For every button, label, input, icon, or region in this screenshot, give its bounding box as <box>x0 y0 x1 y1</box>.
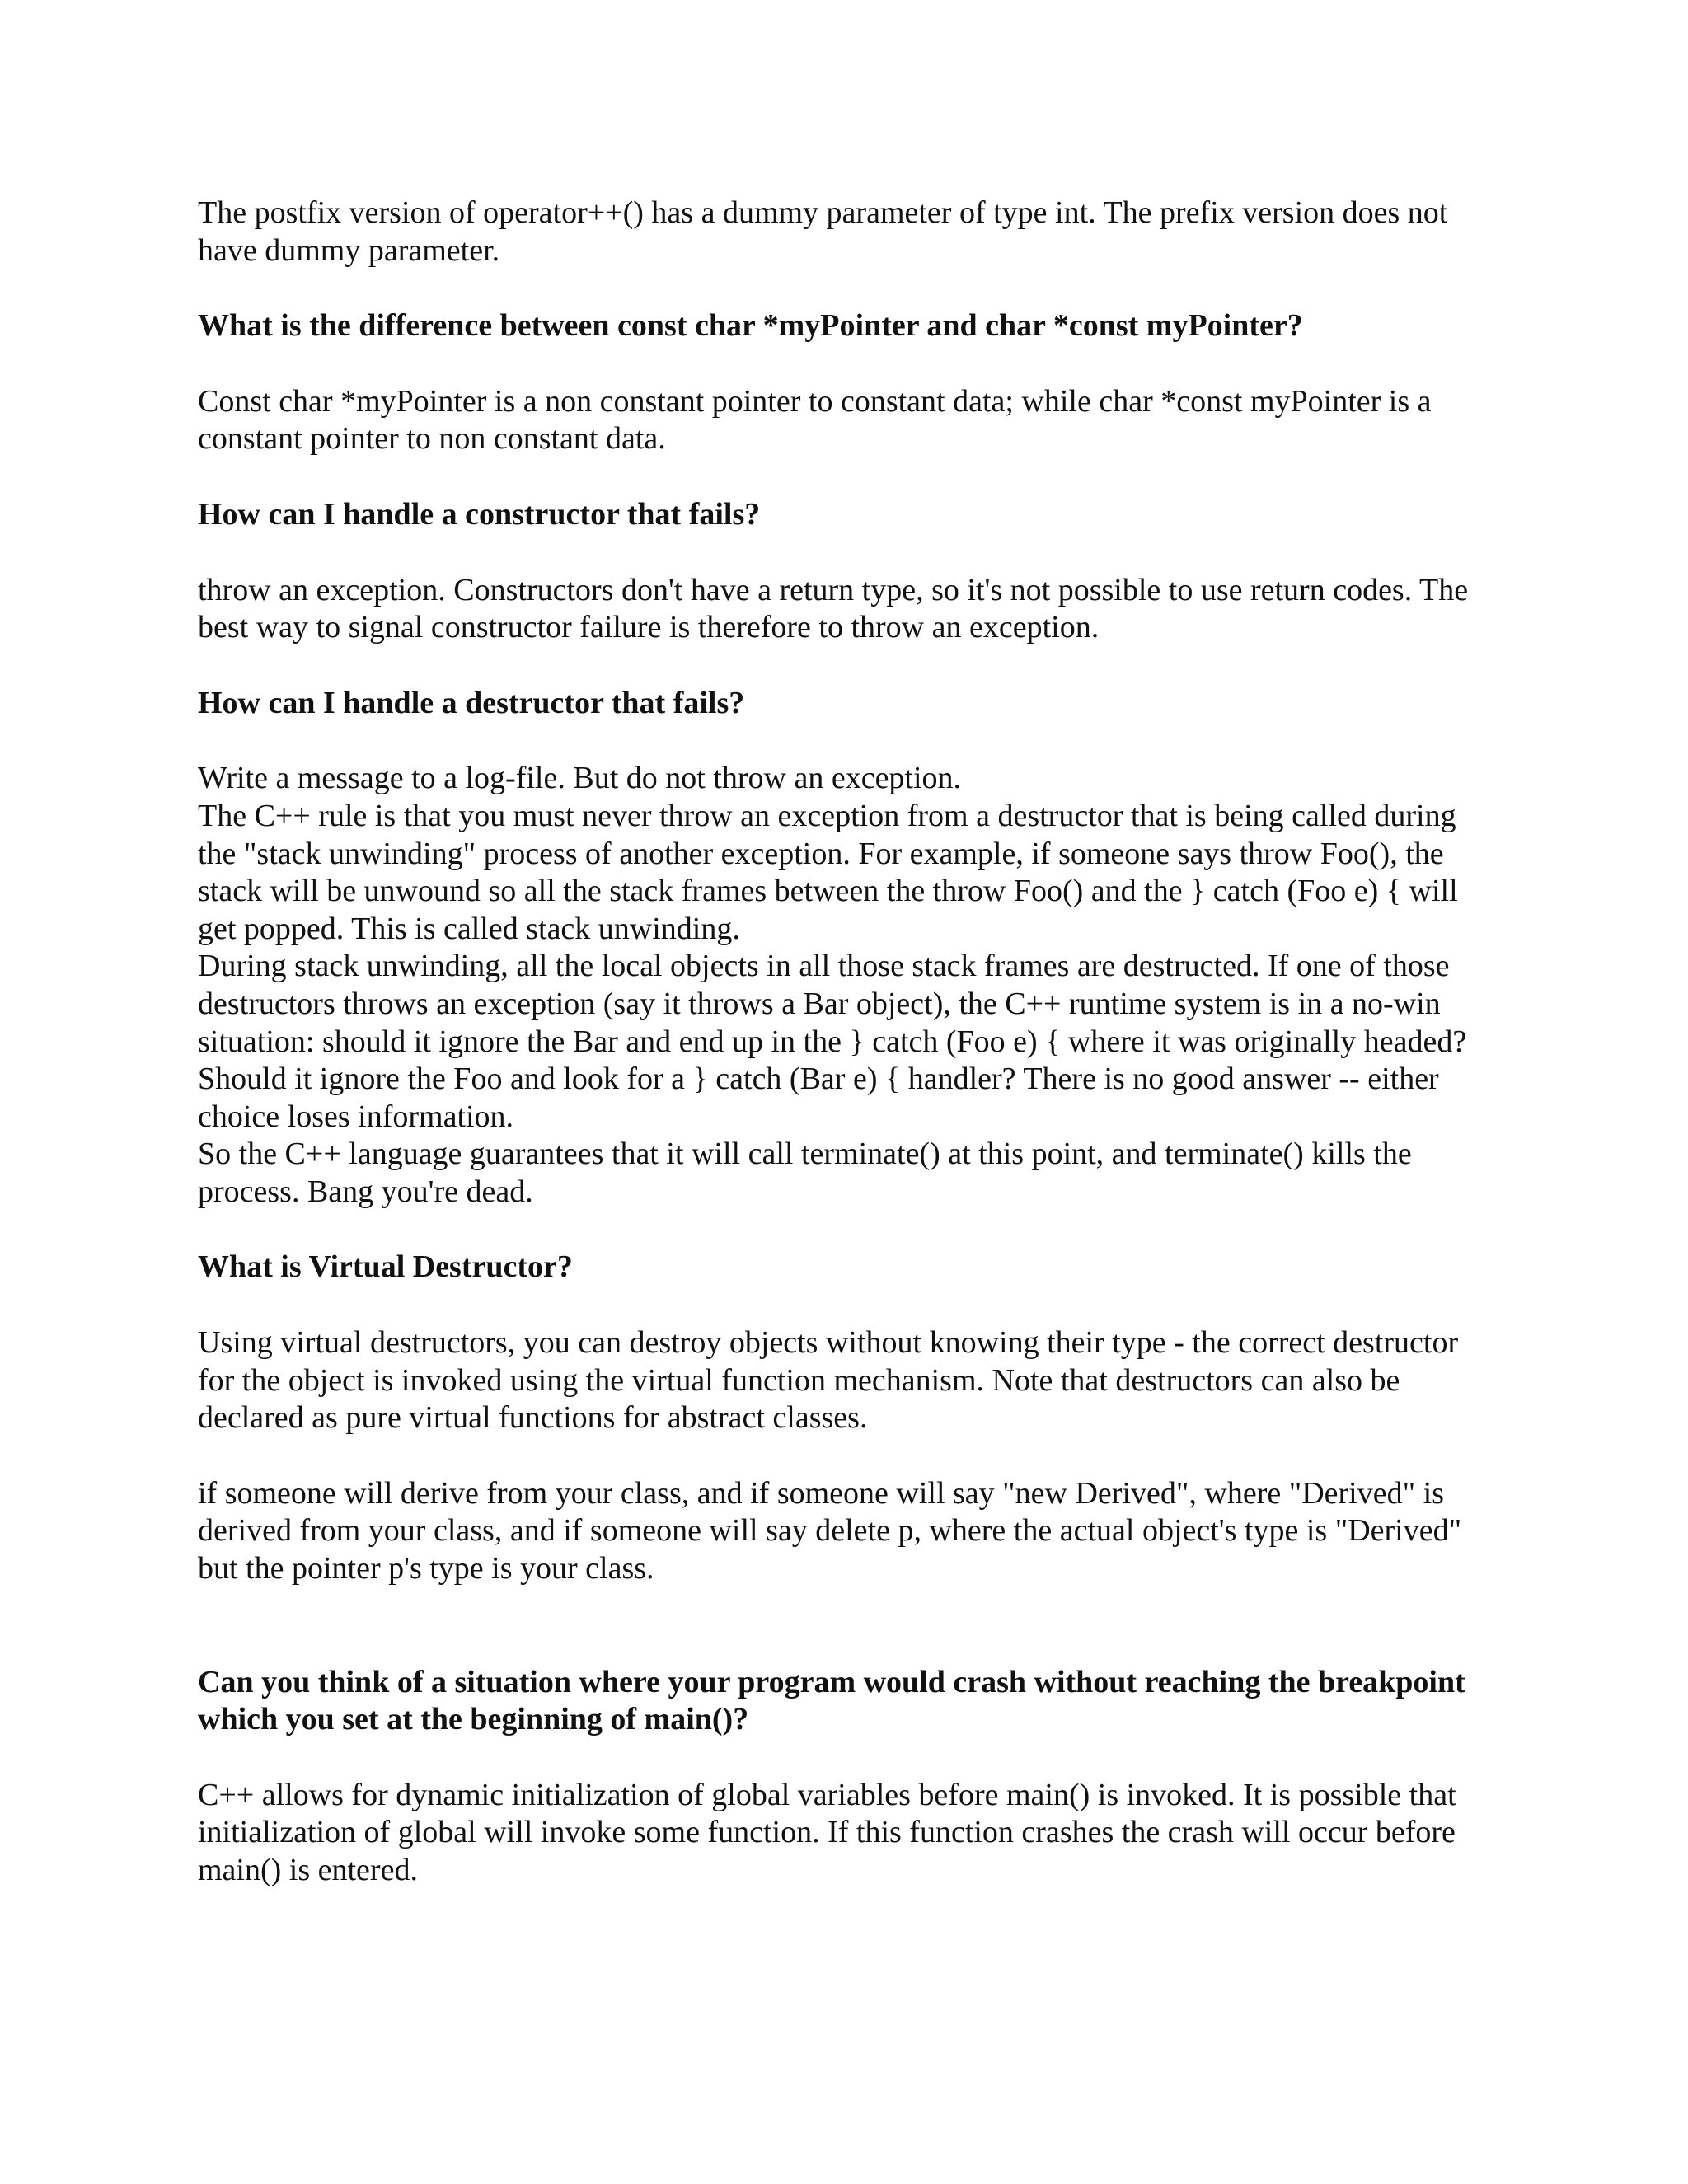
question-heading: How can I handle a destructor that fails? <box>198 685 745 720</box>
question-heading: What is Virtual Destructor? <box>198 1249 573 1285</box>
document-page <box>198 194 1500 1890</box>
answer-paragraph: C++ allows for dynamic initialization of global variables before main() is invoked. It is possible that initialization of global will invoke some function. If this function crashes the crash will occur before main() is entered. <box>198 1777 1456 1887</box>
answer-paragraph: Const char *myPointer is a non constant pointer to constant data; while char *const myPointer is a constant pointer to non constant data. <box>198 383 1432 457</box>
question-heading: What is the difference between const char *myPointer and char *const myPointer? <box>198 308 1303 344</box>
answer-paragraph: Using virtual destructors, you can destroy objects without knowing their type - the correct destructor for the object is invoked using the virtual function mechanism. Note that destructors can also be declared as pure virtual functions for abstract classes. <box>198 1325 1459 1436</box>
answer-paragraph: throw an exception. Constructors don't have a return type, so it's not possible to use return codes. The best way to signal constructor failure is therefore to throw an exception. <box>198 572 1469 645</box>
question-heading: How can I handle a constructor that fails? <box>198 496 761 532</box>
question-heading: Can you think of a situation where your program would crash without reaching the breakpoint which you set at the beginning of main()? <box>198 1664 1465 1737</box>
answer-paragraph: So the C++ language guarantees that it will call terminate() at this point, and terminate() kills the process. Bang you're dead. <box>198 1137 1412 1209</box>
answer-paragraph: if someone will derive from your class, and if someone will say "new Derived", where "Derived" is derived from your class, and if someone will say delete p, where the actual object's type is "Derived" but the pointer p's type is your class. <box>198 1475 1462 1586</box>
answer-paragraph: The C++ rule is that you must never throw an exception from a destructor that is being called during the "stack unwinding" process of another exception. For example, if someone says throw Foo(), the stack will be unwound so all the stack frames between the throw Foo() and the } catch (Foo e) { will get popped. This is called stack unwinding. <box>198 798 1458 946</box>
answer-paragraph: The postfix version of operator++() has a dummy parameter of type int. The prefix version does not have dummy parameter. <box>198 195 1448 268</box>
answer-paragraph: Write a message to a log-file. But do not throw an exception. <box>198 761 962 796</box>
answer-paragraph: During stack unwinding, all the local objects in all those stack frames are destructed. If one of those destructors throws an exception (say it throws a Bar object), the C++ runtime system is in a no-win situation: should it ignore the Bar and end up in the } catch (Foo e) { where it was originally headed? Should it ignore the Foo and look for a } catch (Bar e) { handler? There is no good answer -- either choice loses information. <box>198 949 1467 1134</box>
